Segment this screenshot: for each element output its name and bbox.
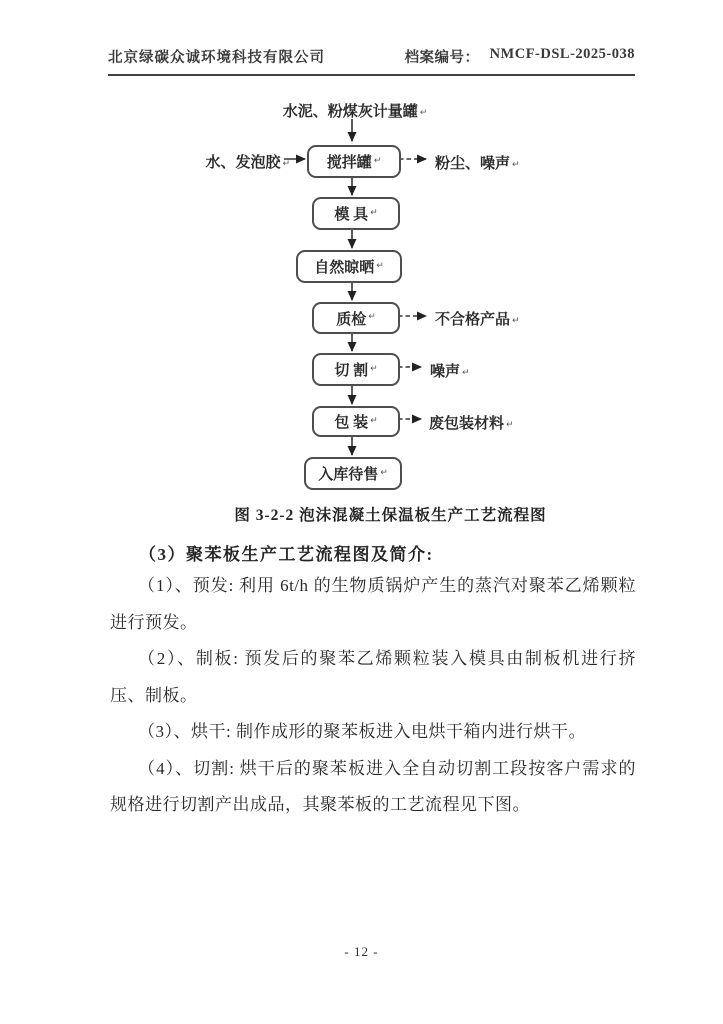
emission-label-rejects [435,308,520,329]
process-box-label: 质检 [336,311,367,328]
emission-label-text: 不合格产品 [435,312,511,328]
paragraph-mark-icon: ↵ [370,415,378,426]
paragraph-mark-icon: ↵ [462,368,470,378]
process-box-label: 切 割 [334,363,369,379]
process-box-label: 模 具 [334,207,369,223]
process-box-label: 包 装 [334,415,369,431]
paragraph-mark-icon: ↵ [512,316,520,326]
process-box-cutting [312,353,400,386]
paragraph-mark-icon: ↵ [419,108,428,118]
paragraph-drying: （3）、烘干: 制作成形的聚苯板进入电烘干箱内进行烘干。 [138,722,587,741]
archive-label: 档案编号： [404,50,480,66]
company-name: 北京绿碳众诚环境科技有限公司 [108,50,325,66]
paragraph-mark-icon: ↵ [282,159,290,169]
process-box-mold [312,197,400,230]
paragraph-mark-icon: ↵ [376,260,384,271]
archive-code: NMCF-DSL-2025-038 [489,46,635,62]
process-box-label: 搅拌罐 [326,155,372,171]
input-label-text: 水、发泡胶 [205,155,281,171]
process-box-label: 入库待售 [318,467,379,483]
emission-label-noise [430,360,470,381]
paragraph-mark-icon: ↵ [512,160,520,170]
process-box-natural-drying [296,250,402,283]
paragraph-mark-icon: ↵ [380,467,388,478]
process-box-mixing-tank [307,145,401,178]
paragraph-mark-icon: ↵ [373,155,382,166]
process-box-label: 自然晾晒 [314,260,375,276]
paragraph-mark-icon: ↵ [506,420,514,430]
process-box-quality-check [312,302,400,334]
body-text [110,568,636,824]
input-label-text: 水泥、粉煤灰计量罐 [282,104,418,120]
input-label-water-foam [195,151,290,172]
process-box-packaging [312,406,400,437]
input-label-cement-flyash [240,100,470,121]
emission-label-waste-packaging [429,412,514,433]
emission-label-text: 废包装材料 [429,416,505,432]
page-number: - 12 - [344,944,379,959]
emission-label-dust-noise [435,152,520,173]
emission-label-text: 粉尘、噪声 [435,156,511,172]
paragraph-board-making: （2）、制板: 预发后的聚苯乙烯颗粒装入模具由制板机进行挤压、制板。 [110,649,636,705]
paragraph-mark-icon: ↵ [370,363,378,374]
paragraph-cutting: （4）、切割: 烘干后的聚苯板进入全自动切割工段按客户需求的规格进行切割产出成品，其聚苯板的工艺流程见下图。 [110,758,636,814]
emission-label-text: 噪声 [430,364,461,380]
paragraph-mark-icon: ↵ [368,312,376,322]
section-heading: （3）聚苯板生产工艺流程图及简介: [139,545,434,564]
paragraph-mark-icon: ↵ [370,207,378,218]
process-box-storage-sale [304,457,402,490]
figure-caption: 图 3-2-2 泡沫混凝土保温板生产工艺流程图 [234,507,547,524]
paragraph-prefoaming: （1）、预发: 利用 6t/h 的生物质锅炉产生的蒸汽对聚苯乙烯颗粒进行预发。 [110,576,636,632]
